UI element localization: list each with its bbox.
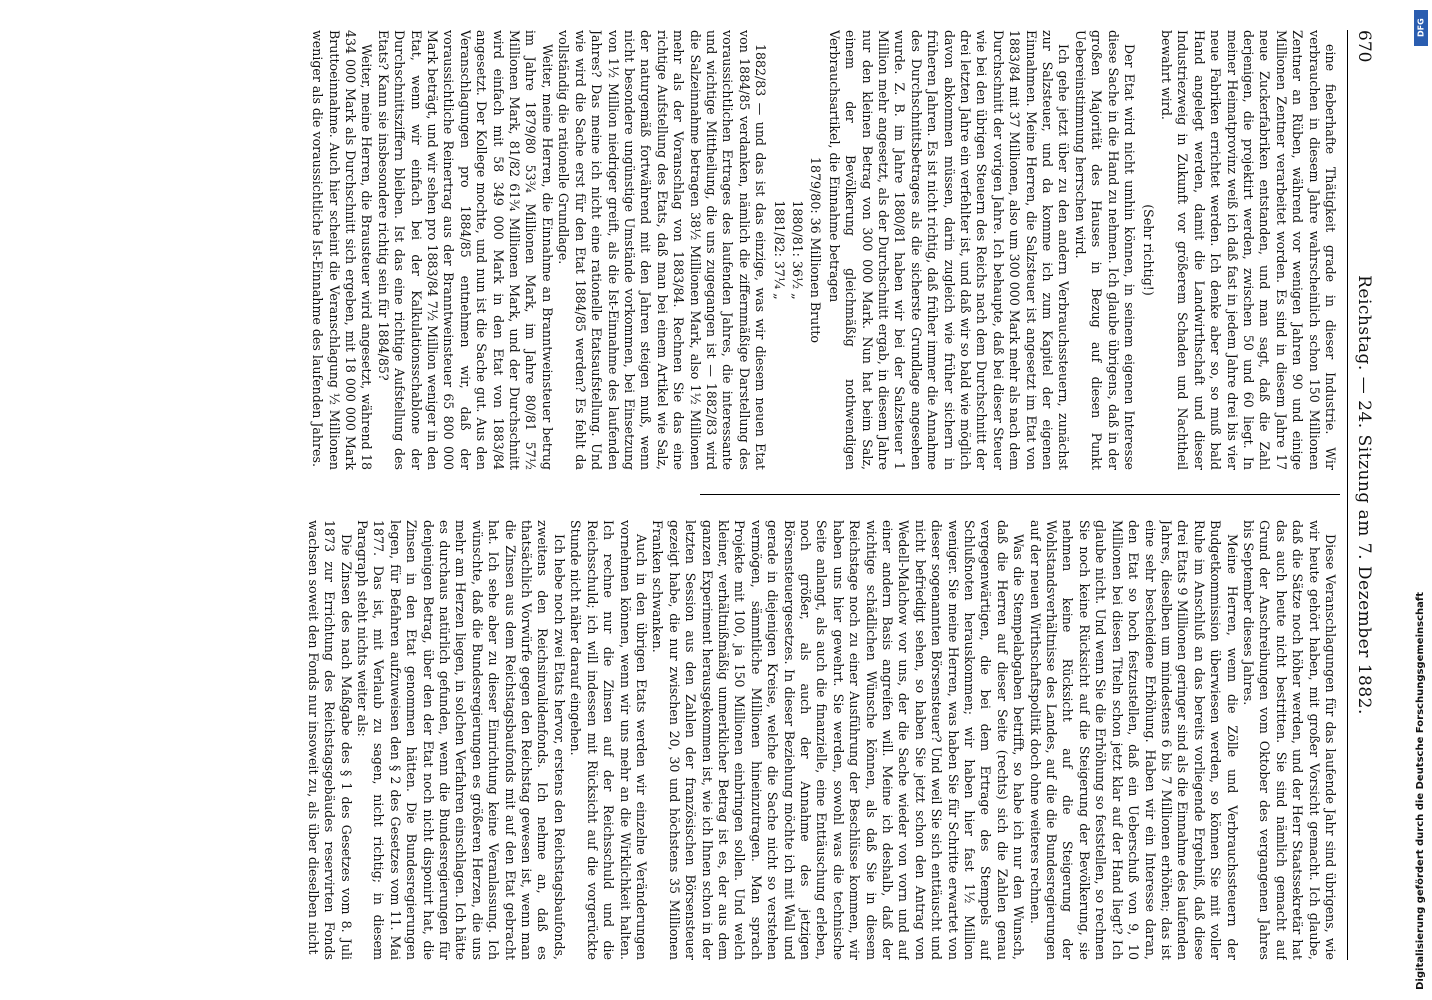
paragraph: Weiter, meine Herren, die Einnahme an Branntweinsteuer betrug im Jahre 1879/80 53¾ Millionen Mark, im Jahre 80/81 57½ Millionen Mark, 81/82 61¾ Millionen Mark, und der Durchschnitt wird einfach mit 58 349 000 Mark in den Etat von 1883/84 angesetzt. Der Kollege mochte, und nun ist die Sache gut. Aus den Veranschlagungen pro 1884/85 entnehmen wir, daß der voraussichtliche Reinertrag aus der Branntweinsteuer 65 800 000 Mark beträgt, und wir sehen pro 1883/84 7½ Million weniger in den Etat, wenn wir einfach bei der Kalkulationsschablone der Durchschnittsziffern bleiben. Ist das eine richtige Aufstellung des Etats? Kann sie insbesondere richtig sein für 1884/85? bbox=[375, 30, 555, 470]
dfg-logo: DFG bbox=[1414, 10, 1428, 46]
quoted-paragraph: Die Zinsen des nach Maßgabe des § 1 des Gesetzes vom 8. Juli 1873 zur Errichtung des Reichstagsgebäudes reservirten Fonds wachsen soweit den Fonds nur insoweit zu, als über dieselben nicht bbox=[305, 520, 354, 960]
column-divider bbox=[700, 494, 1340, 495]
paragraph: Weiter, meine Herren, die Brausteuer wird angesetzt, während 18 434 000 Mark als Durchschnitt sich ergeben, mit 18 000 000 Mark Bruttoeinnahme. Auch hier scheint die Veranschlagung ½ Millionen weniger als die voraussichtliche Ist-Einnahme des laufenden Jahres. bbox=[310, 30, 375, 470]
paragraph: 1882/83 — und das ist das einzige, was wir diesem neuen Etat von 1884/85 verdanken, nämlich die ziffernmäßige Darstellung des voraussichtlichen Ertrages des laufenden Jahres, die interessante und wichtige Mittheilung, die uns zugegangen ist — 1882/83 wird die Salzeinnahme betragen 38½ Millionen Mark, also 1½ Millionen mehr als der Voranschlag von 1883/84. Rechnen Sie das eine richtige Aufstellung des Etats, daß man bei einem Artikel wie Salz, der naturgemäß fortwährend mit den Jahren steigen muß, wenn nicht besondere ungünstige Umstände vorkommen, bei Einsetzung von 1½ Million niedriger greift, als die Ist-Einnahme des laufenden Jahres? Das meine ich nicht eine rationelle Etatsaufstellung. Und wie wird die Sache erst für den Etat 1884/85 werden? Es fehlt da vollständig die rationelle Grundlage. bbox=[556, 30, 769, 470]
paragraph: Auch in den übrigen Etats werden wir einzelne Veränderungen vornehmen können, wenn wir uns mehr an die Wirklichkeit halten. Ich rechne nur die Zinsen auf der Reichsschuld und die Reichsschuld; ich will indessen mit Rücksicht auf die vorgerückte Stunde nicht näher darauf eingehen. bbox=[568, 520, 649, 960]
paragraph: Ich hebe noch zwei Etats hervor, erstens den Reichstagsbaufonds, zweitens den Reichsinvalidenfonds. Ich nehme an, daß es thatsächlich Vorwürfe gegen den Reichstag gewesen ist, wenn man die Zinsen aus dem Reichstagsbaufonds mit auf den Etat gebracht hat. Ich sehe aber zu dieser Einrichtung keine Veranlassung. Ich wünschte, daß die Bundesregierungen es größeren Herzen, die uns mehr am Herzen liegen, in solchen Verfahren einschlagen. Ich hätte es durchaus natürlich gefunden, wenn die Bundesregierungen für denjenigen Betrag, über den der Etat noch nicht disponirt hat, die Zinsen in den Etat genommen hätten. Die Bundesregierungen legen, für Befahren aufzuweisen den § 2 des Gesetzes vom 11. Mai 1877. Das ist, mit Verlaub zu sagen, nicht richtig; in diesem Paragraph steht nichts weiter als: bbox=[355, 520, 567, 960]
paragraph: Ich gehe jetzt über zu den andern Verbrauchssteuern, zunächst zur Salzsteuer, und da komme ich zum Kapitel der eigenen Einnahmen. Meine Herren, die Salzsteuer ist angesetzt im Etat von 1883/84 mit 37 Millionen, also um 300 000 Mark mehr als nach dem Durchschnitt der vorigen Jahre. Ich behaupte, daß bei dieser Steuer wie bei den übrigen Steuern des Reichs nach dem Durchschnitt der drei letzten Jahre ein verfehlter ist, und daß wir so bald wie möglich davon abkommen müssen, darin zugleich wie früher sichern in früheren Jahren. Es ist nicht richtig, daß früher immer die Annahme des Durchschnittsbetrages als die sicherste Grundlage angesehen wurde. Z. B. im Jahre 1880/81 haben wir bei der Salzsteuer 1 Million mehr angesetzt, als der Durchschnitt ergab, in diesem Jahre nur den kleinen Betrag von 300 000 Mark. Nun hat beim Salz, einem der Bevölkerung gleichmäßig nothwendigen Verbrauchsartikel, die Einnahme betragen bbox=[826, 30, 1072, 470]
paragraph: Der Etat wird nicht umhin können, in seinem eigenen Interesse diese Sache in die Hand zu nehmen. Ich glaube übrigens, daß in der großen Majorität des Hauses in Bezug auf diesen Punkt Uebereinstimmung herrschen wird. bbox=[1072, 30, 1138, 470]
page-number: 670 bbox=[1354, 30, 1374, 63]
funding-note: Digitalisierung gefördert durch die Deutsche Forschungsgemeinschaft bbox=[1415, 592, 1426, 990]
paragraph: Was die Stempelabgaben betrifft, so habe ich nur den Wunsch, daß die Herren auf dieser Seite (rechts) sich die Zahlen genau vergegenwärtigen, die bei dem Ertrage des Stempels auf Schlußnoten herauskommen; wir haben hier fast 1½ Million weniger. Sie meine Herren, was haben Sie für Schritte erwartet von dieser sogenannten Börsensteuer? Und weil Sie sich enttäuscht und nicht befriedigt sehen, so haben Sie jetzt schon den Antrag von Wedell-Malchow vor uns, der die Sache wieder von vorn und auf einer andern Basis angreifen will. Meine ich deshalb, daß der wichtige schädlichen Wünsche können, als daß Sie in diesem Reichstage noch zu einer Ausführung der Beschlüsse kommen, wir haben uns hier gewehrt. Sie werden, sowohl was die technische Seite anlangt, als auch die finanzielle, eine Enttäuschung erleben, noch größer, als auch der Annahme des jetzigen Börsensteuergesetzes. In dieser Beziehung möchte ich mit Wall und gerade in diejenigen Kreise, welche die Sache nicht so verstehen vermögen, sämmtliche Millionen hineinzutragen. Man sprach Projekte mit 100, ja 150 Millionen einbringen sollen. Und welch kleiner, verhältnißmäßig unmerklicher Betrag ist es, der aus dem ganzen Experiment herausgekommen ist, wie ich Ihnen schon in der letzten Session aus den Zahlen der französischen Börsensteuer gezeigt habe, die nur zwischen 20, 30 und höchstens 35 Millionen Franken schwanken. bbox=[650, 520, 1027, 960]
figure-line: 1881/82: 37¼ „ bbox=[771, 200, 787, 300]
left-column bbox=[28, 30, 1338, 470]
figure-line: 1879/80: 36 Millionen Brutto bbox=[808, 157, 824, 343]
paragraph: eine fieberhafte Thätigkeit grade in dieser Industrie. Wir verbrauchen in diesem Jahre wahrscheinlich schon 150 Millionen Zentner an Rüben, während vor wenigen Jahren 90 und einige Millionen Zentner verarbeitet worden. Es sind in diesem Jahre 17 neue Zuckerfabriken entstanden, und man sagt, daß die Zahl derjenigen, die projektirt werden, zwischen 50 und 60 liegt. In meiner Heimatprovinz weiß ich daß fast in jedem Jahre drei bis vier neue Fabriken errichtet werden. Ich denke aber so, so muß bald Hand angelegt werden, damit die Landwirthschaft und dieser Industriezweig in Zukunft vor größerem Schaden und Nachtheil bewahrt wird. bbox=[1158, 30, 1338, 470]
running-head: Reichstag. — 24. Sitzung am 7. Dezember 1882. bbox=[1354, 275, 1374, 715]
right-column bbox=[28, 520, 1338, 960]
page-header bbox=[1347, 30, 1378, 960]
paragraph: Meine Herren, wenn die Zölle und Verbrauchssteuern der Budgetkommission überwiesen werden, so können Sie mit voller Ruhe im Anschluß an das bereits vorliegende Ergebniß, daß diese drei Etats 9 Millionen geringer sind als die Einnahme des laufenden Jahres, dieselben um mindestens 6 bis 7 Millionen erhöhen; das ist eine sehr bescheidene Erhöhung. Haben wir ein Interesse daran, den Etat so hoch festzustellen, daß ein Ueberschuß von 9, 10 Millionen bei diesen Titeln schon jetzt klar auf der Hand liegt? Ich glaube nicht. Und wenn Sie die Erhöhung so feststellen, so rechnen Sie noch keine Rücksicht auf die Steigerung der Bevölkerung, sie nehmen keine Rücksicht auf die Steigerung der Wohlstandsverhältnisse des Landes, auf die die Bundesregierungen auf der neuen Wirthschaftspolitik doch ohne weiteres rechnen. bbox=[1027, 520, 1240, 960]
figure-line: 1880/81: 36½ „ bbox=[790, 200, 805, 300]
interjection: (Sehr richtig!) bbox=[1140, 204, 1156, 296]
paragraph: Diese Veranschlagungen für das laufende Jahr sind übrigens, wie wir heute gehört haben, mit großer Vorsicht gemacht. Ich glaube, daß die Sätze noch höher werden, und der Herr Staatssekretär hat das auch heute nicht bestritten. Sie sind nämlich gemacht auf Grund der Anschreibungen vom Oktober des vergangenen Jahres bis September dieses Jahres. bbox=[1240, 520, 1338, 960]
